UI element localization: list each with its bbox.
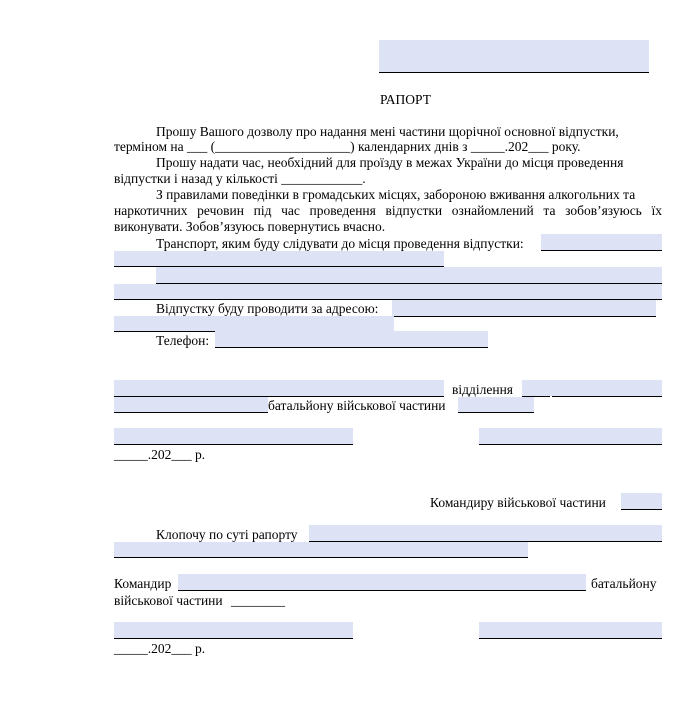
address-line xyxy=(392,316,656,317)
para3-line1: З правилами поведінки в громадських місцях, забороною вживання алкогольних та xyxy=(156,187,636,202)
document-title: РАПОРТ xyxy=(380,92,431,107)
sign1-position-line xyxy=(114,444,353,445)
petition-field[interactable] xyxy=(309,525,662,541)
address-field-2[interactable] xyxy=(114,316,394,331)
transport-field-3[interactable] xyxy=(156,267,662,283)
header-line-2 xyxy=(379,72,649,73)
military-unit-blank[interactable]: ________ xyxy=(231,593,285,608)
petition-label: Клопочу по суті рапорту xyxy=(156,527,298,542)
header-field-2[interactable] xyxy=(379,56,649,72)
battalion-label: батальйону військової частини xyxy=(268,398,446,413)
battalion-field[interactable] xyxy=(114,397,268,412)
sign2-name-field[interactable] xyxy=(479,622,662,638)
address-label: Відпустку буду проводити за адресою: xyxy=(156,301,379,316)
battalion-line xyxy=(114,412,268,413)
unit-field[interactable] xyxy=(458,397,534,412)
department-field[interactable] xyxy=(522,380,662,396)
transport-label: Транспорт, яким буду слідувати до місця проведення відпустки: xyxy=(156,236,524,251)
para1-line1: Прошу Вашого дозволу про надання мені частини щорічної основної відпустки, xyxy=(156,124,619,139)
para2-line1: Прошу надати час, необхідний для проїзду в межах України до місця проведення xyxy=(156,155,624,170)
header-field-1[interactable] xyxy=(379,40,649,56)
commander-unit-line xyxy=(621,509,662,510)
commander-label: Командир xyxy=(114,576,172,591)
para3-line2: наркотичних речовин під час проведення відпустки ознайомлений та зобов’язуюсь їх xyxy=(114,203,662,218)
para2-line2: відпустки і назад у кількості ____________. xyxy=(114,171,366,186)
commander-field[interactable] xyxy=(178,574,586,590)
transport-line xyxy=(541,250,662,251)
sign1-name-field[interactable] xyxy=(479,428,662,444)
para3-line3: виконувати. Зобов’язуюсь повернутись вчасно. xyxy=(114,219,386,234)
phone-line xyxy=(215,347,488,348)
petition-field-2[interactable] xyxy=(114,542,528,557)
sign1-name-line xyxy=(479,444,662,445)
sign2-position-field[interactable] xyxy=(114,622,353,638)
transport-field-4[interactable] xyxy=(114,284,662,299)
commander-unit-field[interactable] xyxy=(621,493,662,509)
para1-line2: терміном на ___ (____________________) календарних днів з _____.202___ року. xyxy=(114,139,581,154)
battalion-word: батальйону xyxy=(591,576,657,591)
sign1-position-field[interactable] xyxy=(114,428,353,444)
transport-field[interactable] xyxy=(541,234,662,250)
sign2-position-line xyxy=(114,638,353,639)
phone-label: Телефон: xyxy=(156,333,210,348)
date2: _____.202___ р. xyxy=(114,641,206,656)
transport-field-2[interactable] xyxy=(114,251,444,266)
sign2-name-line xyxy=(479,638,662,639)
address-field[interactable] xyxy=(392,300,656,316)
unit-line xyxy=(458,412,534,413)
military-unit-label: військової частини xyxy=(114,593,223,608)
rank-name-field[interactable] xyxy=(114,380,444,396)
phone-field[interactable] xyxy=(215,331,488,347)
department-label: відділення xyxy=(452,382,514,397)
commander-unit-label: Командиру військової частини xyxy=(430,495,606,510)
department-line xyxy=(552,396,662,397)
petition-line-2 xyxy=(114,557,528,558)
commander-line xyxy=(178,590,586,591)
date1: _____.202___ р. xyxy=(114,447,206,462)
